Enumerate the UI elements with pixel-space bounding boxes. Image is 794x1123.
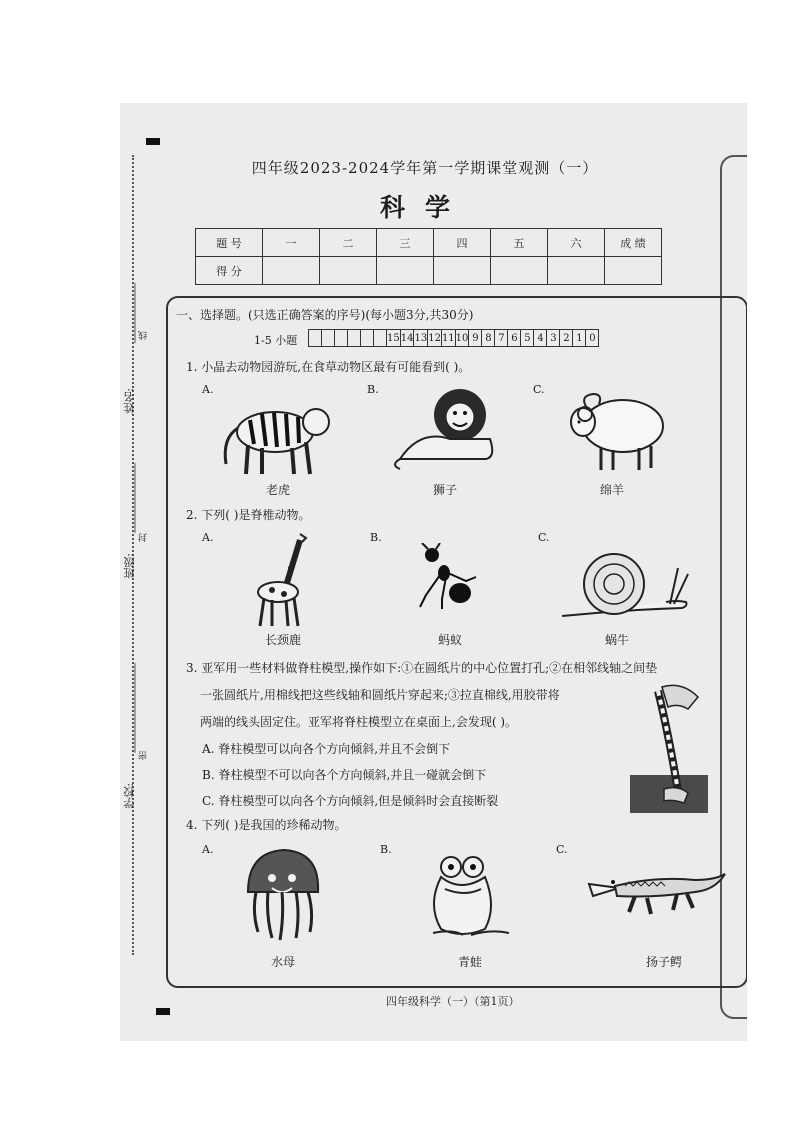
caption-sheep: 绵羊 <box>599 483 624 497</box>
lion-icon <box>390 385 500 475</box>
answer-cell[interactable] <box>348 330 361 347</box>
exam-page <box>120 103 747 1041</box>
option-c[interactable]: C. <box>533 383 545 396</box>
score-cell[interactable] <box>548 257 605 285</box>
answer-cell: 8 <box>482 330 495 347</box>
score-cell: 三 <box>377 229 434 257</box>
caption-crocodile: 扬子鳄 <box>645 955 682 969</box>
caption-frog: 青蛙 <box>457 955 482 969</box>
fill-lines <box>128 273 142 833</box>
option-b[interactable]: B. 脊柱模型不可以向各个方向倾斜,并且一碰就会倒下 <box>202 768 487 782</box>
section-heading: 一、选择题。(只选正确答案的序号)(每小题3分,共30分) <box>176 308 474 322</box>
answer-cell: 0 <box>586 330 599 347</box>
binding-char: 密 <box>139 751 149 760</box>
score-cell[interactable] <box>263 257 320 285</box>
answer-cell: 3 <box>547 330 560 347</box>
answer-cell: 4 <box>534 330 547 347</box>
answer-cell[interactable] <box>374 330 387 347</box>
corner-mark <box>146 138 160 145</box>
score-cell[interactable] <box>320 257 377 285</box>
answer-cell: 15 <box>387 330 401 347</box>
answer-cell: 2 <box>560 330 573 347</box>
score-cell: 题 号 <box>196 229 263 257</box>
option-c[interactable]: C. <box>556 843 568 856</box>
jellyfish-icon <box>242 848 322 948</box>
answer-cell: 11 <box>441 330 455 347</box>
binding-char: 封 <box>139 533 149 542</box>
option-c[interactable]: C. 脊柱模型可以向各个方向倾斜,但是倾斜时会直接断裂 <box>202 794 499 808</box>
question-3-line3: 两端的线头固定住。亚军将脊柱模型立在桌面上,会发现( )。 <box>200 715 517 729</box>
tiger-icon <box>220 390 335 478</box>
answer-cell: 7 <box>495 330 508 347</box>
question-3-line2: 一张圆纸片,用棉线把这些线轴和圆纸片穿起来;③拉直棉线,用胶带将 <box>200 688 560 702</box>
answer-cell: 5 <box>521 330 534 347</box>
score-cell[interactable] <box>605 257 662 285</box>
caption-jellyfish: 水母 <box>270 955 295 969</box>
page-footer: 四年级科学（一）（第1页） <box>386 995 520 1008</box>
answer-row-label: 1-5 小题 <box>254 334 298 347</box>
caption-snail: 蜗牛 <box>604 633 629 647</box>
option-a[interactable]: A. <box>202 531 214 544</box>
score-cell[interactable] <box>491 257 548 285</box>
binding-char: 线 <box>139 331 149 340</box>
answer-cell: 6 <box>508 330 521 347</box>
option-c[interactable]: C. <box>538 531 550 544</box>
answer-cell: 1 <box>573 330 586 347</box>
school-label: 学校: <box>123 783 136 809</box>
class-label: 班级: <box>123 553 136 579</box>
snail-icon <box>558 548 693 623</box>
page-title: 四年级2023-2024学年第一学期课堂观测（一） <box>251 159 599 177</box>
answer-cell: 10 <box>455 330 469 347</box>
score-cell: 得 分 <box>196 257 263 285</box>
score-cell: 六 <box>548 229 605 257</box>
answer-score-row <box>308 329 599 347</box>
answer-cell[interactable] <box>322 330 335 347</box>
sheep-icon <box>565 388 670 473</box>
answer-cell: 14 <box>400 330 414 347</box>
score-cell[interactable] <box>377 257 434 285</box>
score-cell: 五 <box>491 229 548 257</box>
corner-mark <box>156 1008 170 1015</box>
score-cell: 成 绩 <box>605 229 662 257</box>
question-3-line1: 3. 亚军用一些材料做脊柱模型,操作如下:①在圆纸片的中心位置打孔;②在相邻线轴之间垫 <box>186 661 658 675</box>
answer-cell: 12 <box>428 330 442 347</box>
giraffe-icon <box>250 528 320 628</box>
question-1: 1. 小晶去动物园游玩,在食草动物区最有可能看到( )。 <box>186 360 471 374</box>
score-cell: 四 <box>434 229 491 257</box>
question-2: 2. 下列( )是脊椎动物。 <box>186 508 311 522</box>
option-a[interactable]: A. 脊柱模型可以向各个方向倾斜,并且不会倒下 <box>202 742 451 756</box>
answer-cell[interactable] <box>361 330 374 347</box>
frog-icon <box>425 853 515 943</box>
score-cell: 一 <box>263 229 320 257</box>
answer-cell: 13 <box>414 330 428 347</box>
option-b[interactable]: B. <box>380 843 392 856</box>
answer-cell: 9 <box>469 330 482 347</box>
ant-icon <box>416 543 486 613</box>
option-a[interactable]: A. <box>202 383 214 396</box>
option-b[interactable]: B. <box>367 383 379 396</box>
question-4: 4. 下列( )是我国的珍稀动物。 <box>186 818 347 832</box>
caption-tiger: 老虎 <box>265 483 290 497</box>
score-cell[interactable] <box>434 257 491 285</box>
score-table <box>195 228 662 285</box>
spine-model-icon <box>628 681 710 815</box>
crocodile-icon <box>585 868 727 928</box>
answer-cell[interactable] <box>335 330 348 347</box>
score-cell: 二 <box>320 229 377 257</box>
subject-title: 科学 <box>379 193 470 222</box>
caption-lion: 狮子 <box>432 483 457 497</box>
name-label: 姓名: <box>123 388 136 414</box>
answer-cell[interactable] <box>309 330 322 347</box>
caption-giraffe: 长颈鹿 <box>264 633 301 647</box>
option-b[interactable]: B. <box>370 531 382 544</box>
caption-ant: 蚂蚁 <box>437 633 462 647</box>
option-a[interactable]: A. <box>202 843 214 856</box>
